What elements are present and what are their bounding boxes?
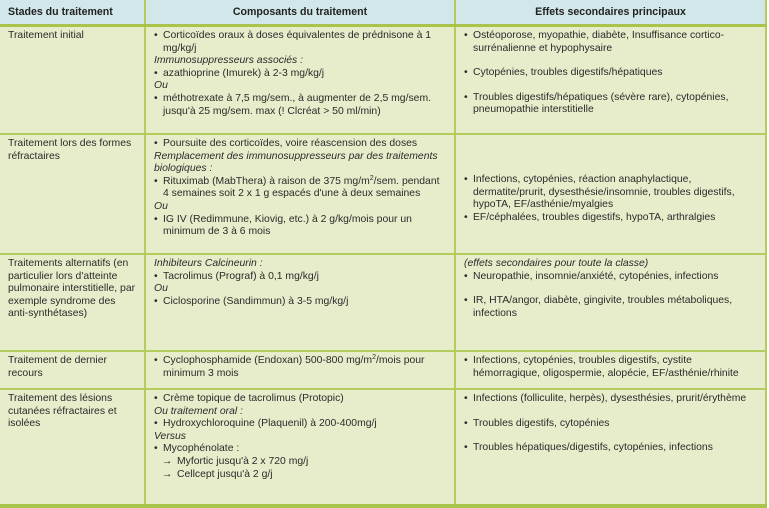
table-row [0,351,766,389]
component-subitem: → Myfortic jusqu'à 2 x 720 mg/j [162,455,309,467]
bullet-icon: • [464,67,468,79]
component-subitem: → Cellcept jusqu'à 2 g/j [162,468,273,480]
effect-item: • Troubles digestifs/hépatiques (sévère rare), cytopénies, pneumopathie interstitielle [464,91,729,116]
effect-item: • Troubles digestifs, cytopénies [464,417,610,429]
component-note: Inhibiteurs Calcineurin : [154,258,263,269]
effect-note: (effets secondaires pour toute la classe) [464,258,649,269]
stage-label: Traitement des lésions cutanées réfractaires et isolées [8,393,117,430]
component-note: Ou [154,80,168,92]
effect-item: • Cytopénies, troubles digestifs/hépatiques [464,67,663,79]
stage-cell [0,351,145,389]
effects-cell [455,254,766,351]
bullet-icon: • [154,355,158,366]
bullet-icon: • [464,174,468,185]
stage-cell [0,389,145,506]
table-row [0,389,766,506]
component-item: • méthotrexate à 7,5 mg/sem., à augmenter de 2,5 mg/sem. jusqu'à 25 mg/sem. max (! Clcréat > 50 ml/min) [154,92,431,117]
bullet-icon: • [154,393,158,404]
component-note: Ou [154,283,168,295]
effect-item: • EF/céphalées, troubles digestifs, hypoTA, arthralgies [464,211,716,223]
bullet-icon: • [464,417,468,429]
bullet-icon: • [464,393,468,404]
bullet-icon: • [154,418,158,430]
effect-item: • Neuropathie, insomnie/anxiété, cytopénies, infections [464,270,719,282]
component-note: Immunosuppresseurs associés : [154,55,303,67]
stage-cell [0,254,145,351]
bullet-icon: • [154,92,158,104]
stage-cell [0,134,145,254]
bullet-icon: • [464,30,468,41]
component-item: • Cyclophosphamide (Endoxan) 500-800 $mg/m^2$/mois pour minimum 3 mois [154,354,425,379]
stage-label: Traitement de dernier recours [8,355,107,379]
effect-item: • Infections (folliculite, herpès), dysesthésies, prurit/érythème [464,393,747,404]
stage-label: Traitements alternatifs (en particulier lors d'atteinte pulmonaire interstitielle, par exemple syndrome des anti-synthétases) [8,258,136,320]
stage-label: Traitement lors des formes réfractaires [8,138,132,162]
bullet-icon: • [154,443,158,455]
effect-item: • Infections, cytopénies, troubles digestifs, cystite hémorragique, oligospermie, alopécie, EF/asthénie/rhinite [464,355,739,379]
stage-cell [0,26,145,135]
component-item: • Crème topique de tacrolimus (Protopic) [154,393,344,404]
bullet-icon: • [154,175,158,187]
component-note: Remplacement des immunosuppresseurs par des traitements biologiques : [154,150,438,175]
bullet-icon: • [154,295,158,307]
component-item: • Rituximab (MabThera) à raison de 375 $mg/m^2$/sem. pendant 4 semaines soit 2 x 1 g espacés d'une à deux semaines [154,174,440,200]
arrow-right-icon: → [162,468,173,480]
bullet-icon: • [464,91,468,103]
component-note: Versus [154,430,186,442]
header-components: Composants du traitement [145,0,455,26]
component-note: Ou traitement oral : [154,405,243,417]
components-cell [145,254,455,351]
components-cell [145,389,455,506]
components-cell [145,351,455,389]
effect-item: • Troubles hépatiques/digestifs, cytopénies, infections [464,442,713,454]
effects-cell [455,389,766,506]
bullet-icon: • [154,213,158,225]
arrow-right-icon: → [162,455,173,467]
components-cell [145,26,455,135]
effects-cell [455,26,766,135]
component-item: • azathioprine (Imurek) à 2-3 mg/kg/j [154,67,325,79]
component-item: • Tacrolimus (Prograf) à 0,1 mg/kg/j [154,270,319,282]
bullet-icon: • [464,442,468,454]
bullet-icon: • [154,270,158,282]
table-row [0,254,766,351]
effect-item: • Ostéoporose, myopathie, diabète, Insuffisance cortico-surrénalienne et hypophysaire [464,30,725,54]
bullet-icon: • [464,211,468,223]
bullet-icon: • [154,30,158,41]
effects-cell [455,134,766,254]
effect-item: • Infections, cytopénies, réaction anaphylactique, dermatite/prurit, dysesthésie/insomnie, troubles digestifs, hypoTA, EF/asthénie/myalgies [464,174,735,211]
header-effects: Effets secondaires principaux [455,0,766,26]
component-item: • Poursuite des corticoïdes, voire réascension des doses [154,138,418,149]
bullet-icon: • [464,295,468,307]
component-item: • Hydroxychloroquine (Plaquenil) à 200-400mg/j [154,418,377,430]
effects-cell [455,351,766,389]
component-note: Ou [154,200,168,212]
header-stages: Stades du traitement [0,0,145,26]
bullet-icon: • [464,355,468,366]
component-item: • Ciclosporine (Sandimmun) à 3-5 mg/kg/j [154,295,349,307]
bullet-icon: • [154,138,158,149]
component-item: • IG IV (Redimmune, Kiovig, etc.) à 2 g/kg/mois pour un minimum de 3 à 6 mois [154,213,412,238]
stage-label: Traitement initial [8,30,84,41]
component-item: • Corticoïdes oraux à doses équivalentes de prédnisone à 1 mg/kg/j [154,30,432,54]
component-item: • Mycophénolate : [154,443,240,455]
components-cell [145,134,455,254]
bullet-icon: • [464,270,468,282]
header-row [0,0,766,26]
effect-item: • IR, HTA/angor, diabète, gingivite, troubles métaboliques, infections [464,295,733,319]
table-row [0,26,766,135]
bullet-icon: • [154,67,158,79]
table-row [0,134,766,254]
